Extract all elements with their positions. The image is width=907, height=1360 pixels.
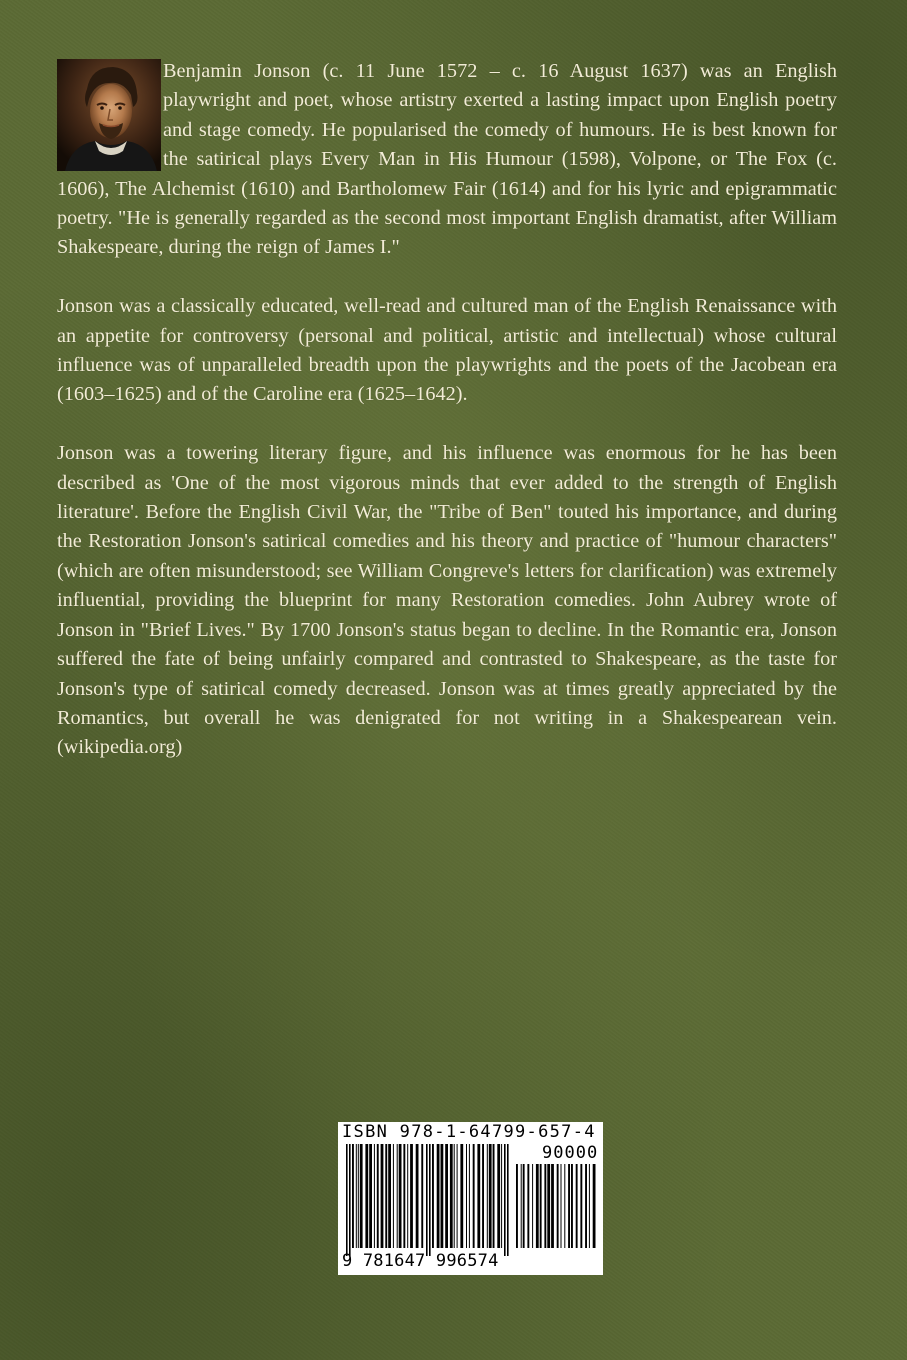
paragraph-1-text: Benjamin Jonson (c. 11 June 1572 – c. 16 August 1637) was an English playwright and poet, whose artistry exerted a lasting impact upon English poetry and stage comedy. He popularised the comedy of humours. He is best known for the satirical plays Every Man in His Humour (1598), Volpone, or The Fox (c. 1606), The Alchemist (1610) and Bartholomew Fair (1614) and for his lyric and epigrammatic poetry. "He is generally regarded as the second most important English dramatist, after William Shakespeare, during the reign of James I." [57, 60, 837, 259]
author-portrait-icon [57, 59, 161, 171]
isbn-barcode [338, 1122, 603, 1275]
description-text-block [57, 57, 837, 792]
price-code: 90000 [542, 1143, 599, 1163]
paragraph-2: Jonson was a classically educated, well-read and cultured man of the English Renaissance with an appetite for controversy (personal and political, artistic and intellectual) whose cultural influence was of unparalleled breadth upon the playwrights and the poets of the Jacobean era (1603–1625) and of the Caroline era (1625–1642). [57, 295, 837, 406]
paragraph-1 [57, 57, 837, 263]
ean-digits: 9 781647 996574 [342, 1251, 499, 1271]
paragraph-3: Jonson was a towering literary figure, and his influence was enormous for he has been described as 'One of the most vigorous minds that ever added to the strength of English literature'. Before the English Civil War, the "Tribe of Ben" touted his importance, and during the Restoration Jonson's satirical comedies and his theory and practice of "humour characters" (which are often misunderstood; see William Congreve's letters for clarification) was extremely influential, providing the blueprint for many Restoration comedies. John Aubrey wrote of Jonson in "Brief Lives." By 1700 Jonson's status began to decline. In the Romantic era, Jonson suffered the fate of being unfairly compared and contrasted to Shakespeare, as the taste for Jonson's type of satirical comedy decreased. Jonson was at times greatly appreciated by the Romantics, but overall he was denigrated for not writing in a Shakespearean vein. (wikipedia.org) [57, 442, 837, 759]
isbn-label: ISBN 978-1-64799-657-4 [342, 1122, 596, 1142]
